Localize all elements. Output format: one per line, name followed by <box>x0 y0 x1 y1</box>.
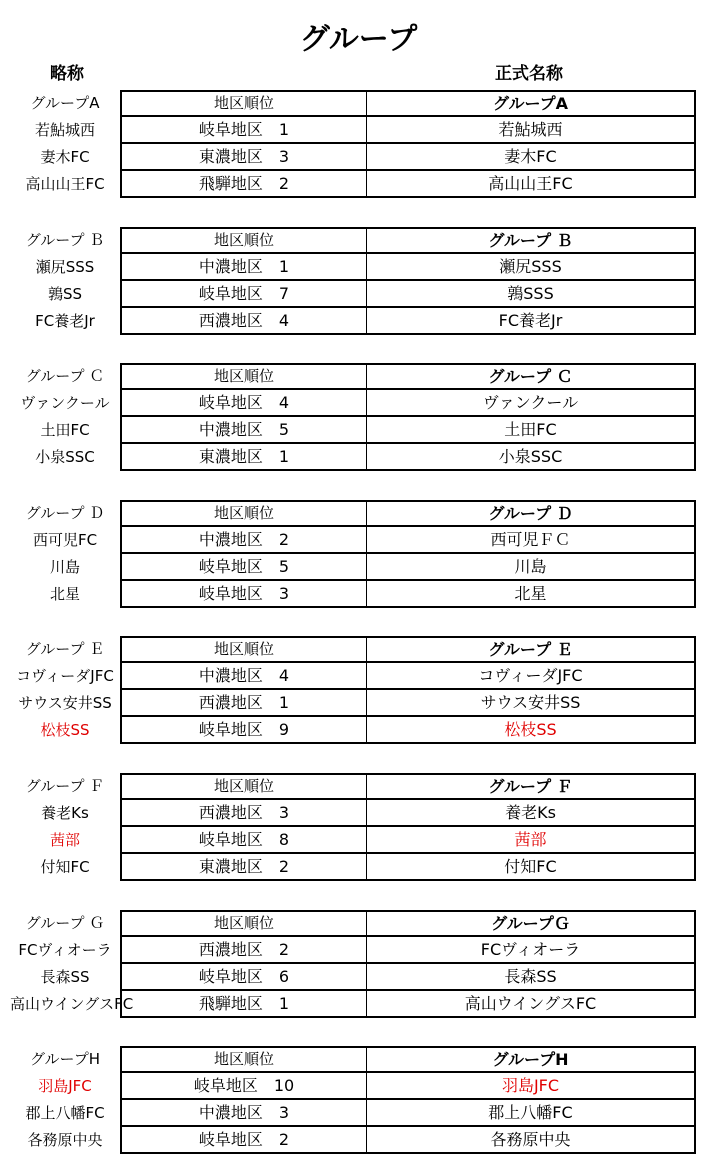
group-header-row <box>0 500 717 527</box>
team-row <box>0 854 717 881</box>
team-rank: 中濃地区 2 <box>120 527 366 554</box>
team-rank: 東濃地区 2 <box>120 854 366 881</box>
team-abbr: サウス安井SS <box>18 694 112 712</box>
team-full-name: 北星 <box>366 581 696 608</box>
page-title: グループ <box>299 22 418 57</box>
group-abbr: グループ Ｅ <box>25 640 105 658</box>
group-table <box>0 227 717 337</box>
team-abbr: 養老Ks <box>41 804 89 822</box>
team-abbr: 長森SS <box>40 968 90 986</box>
group-full-name: グループＧ <box>366 910 696 937</box>
team-abbr: 郡上八幡FC <box>25 1104 105 1122</box>
team-rank: 岐阜地区 7 <box>120 281 366 308</box>
team-rank: 西濃地区 3 <box>120 800 366 827</box>
team-row <box>0 308 717 335</box>
team-row <box>0 281 717 308</box>
team-row <box>0 554 717 581</box>
rank-label: 地区順位 <box>120 1046 366 1073</box>
team-rank: 東濃地区 1 <box>120 444 366 471</box>
team-rank: 西濃地区 4 <box>120 308 366 335</box>
team-rank: 岐阜地区 3 <box>120 581 366 608</box>
group-header-row <box>0 773 717 800</box>
team-row <box>0 390 717 417</box>
group-table <box>0 773 717 883</box>
team-full-name: 郡上八幡FC <box>366 1100 696 1127</box>
team-row <box>0 690 717 717</box>
team-row <box>0 1073 717 1100</box>
rank-label: 地区順位 <box>120 500 366 527</box>
group-abbr: グループA <box>30 94 100 112</box>
team-row <box>0 144 717 171</box>
group-header-row <box>0 90 717 117</box>
team-full-name: 若鮎城西 <box>366 117 696 144</box>
group-header-row <box>0 227 717 254</box>
team-full-name: コヴィーダJFC <box>366 663 696 690</box>
team-row <box>0 254 717 281</box>
team-full-name: 土田FC <box>366 417 696 444</box>
team-abbr: 西可児FC <box>32 531 98 549</box>
team-full-name: 瀬尻SSS <box>366 254 696 281</box>
team-rank: 中濃地区 4 <box>120 663 366 690</box>
team-abbr: 川島 <box>49 558 80 576</box>
team-rank: 西濃地区 2 <box>120 937 366 964</box>
team-full-name: 各務原中央 <box>366 1127 696 1154</box>
team-abbr: ヴァンクール <box>20 394 110 412</box>
team-full-name: 茜部 <box>366 827 696 854</box>
group-table <box>0 363 717 473</box>
team-rank: 中濃地区 5 <box>120 417 366 444</box>
team-rank: 岐阜地区 10 <box>120 1073 366 1100</box>
rank-label: 地区順位 <box>120 227 366 254</box>
team-full-name: ヴァンクール <box>366 390 696 417</box>
team-abbr: 北星 <box>49 585 80 603</box>
team-rank: 岐阜地区 4 <box>120 390 366 417</box>
group-table <box>0 910 717 1020</box>
team-row <box>0 527 717 554</box>
team-row <box>0 937 717 964</box>
team-full-name: 高山ウイングスFC <box>366 991 696 1018</box>
team-abbr: 各務原中央 <box>27 1131 103 1149</box>
team-rank: 岐阜地区 1 <box>120 117 366 144</box>
team-full-name: 妻木FC <box>366 144 696 171</box>
team-row <box>0 581 717 608</box>
team-full-name: サウス安井SS <box>366 690 696 717</box>
team-full-name: 養老Ks <box>366 800 696 827</box>
team-row <box>0 663 717 690</box>
team-row <box>0 1127 717 1154</box>
group-full-name: グループ Ｆ <box>366 773 696 800</box>
abbr-column-header: 略称 <box>50 64 84 84</box>
team-abbr: 鶉SS <box>47 285 83 303</box>
team-abbr: 松枝SS <box>40 721 90 739</box>
team-rank: 東濃地区 3 <box>120 144 366 171</box>
team-abbr: 高山ウイングスFC <box>10 995 134 1013</box>
team-row <box>0 171 717 198</box>
group-abbr: グループH <box>29 1050 101 1068</box>
team-abbr: FC養老Jr <box>35 312 95 330</box>
group-full-name: グループ Ｂ <box>366 227 696 254</box>
team-rank: 岐阜地区 2 <box>120 1127 366 1154</box>
team-abbr: 羽島JFC <box>38 1077 92 1095</box>
group-full-name: グループH <box>366 1046 696 1073</box>
team-full-name: 川島 <box>366 554 696 581</box>
team-abbr: 瀬尻SSS <box>35 258 95 276</box>
team-row <box>0 827 717 854</box>
team-row <box>0 117 717 144</box>
full-name-column-header: 正式名称 <box>495 64 563 84</box>
team-abbr: 妻木FC <box>40 148 90 166</box>
team-rank: 岐阜地区 5 <box>120 554 366 581</box>
team-row <box>0 717 717 744</box>
team-full-name: 羽島JFC <box>366 1073 696 1100</box>
rank-label: 地区順位 <box>120 363 366 390</box>
team-rank: 中濃地区 1 <box>120 254 366 281</box>
group-abbr: グループ Ｃ <box>25 367 105 385</box>
group-full-name: グループA <box>366 90 696 117</box>
team-rank: 西濃地区 1 <box>120 690 366 717</box>
team-full-name: 長森SS <box>366 964 696 991</box>
team-full-name: 鶉SSS <box>366 281 696 308</box>
group-full-name: グループ Ｄ <box>366 500 696 527</box>
team-rank: 岐阜地区 9 <box>120 717 366 744</box>
team-abbr: コヴィーダJFC <box>16 667 114 685</box>
team-abbr: FCヴィオーラ <box>18 941 112 959</box>
team-full-name: 小泉SSC <box>366 444 696 471</box>
team-full-name: 高山山王FC <box>366 171 696 198</box>
team-row <box>0 991 717 1018</box>
group-header-row <box>0 636 717 663</box>
team-row <box>0 964 717 991</box>
team-rank: 岐阜地区 6 <box>120 964 366 991</box>
team-rank: 飛騨地区 1 <box>120 991 366 1018</box>
team-full-name: FC養老Jr <box>366 308 696 335</box>
team-row <box>0 800 717 827</box>
team-full-name: 西可児ＦＣ <box>366 527 696 554</box>
team-full-name: 付知FC <box>366 854 696 881</box>
group-table <box>0 1046 717 1156</box>
team-row <box>0 417 717 444</box>
group-full-name: グループ Ｃ <box>366 363 696 390</box>
team-row <box>0 444 717 471</box>
group-header-row <box>0 363 717 390</box>
group-abbr: グループ Ｆ <box>25 777 105 795</box>
team-full-name: 松枝SS <box>366 717 696 744</box>
team-abbr: 小泉SSC <box>35 448 95 466</box>
group-table <box>0 636 717 746</box>
rank-label: 地区順位 <box>120 910 366 937</box>
team-rank: 岐阜地区 8 <box>120 827 366 854</box>
team-full-name: FCヴィオーラ <box>366 937 696 964</box>
rank-label: 地区順位 <box>120 636 366 663</box>
group-table <box>0 500 717 610</box>
group-table <box>0 90 717 200</box>
group-abbr: グループ Ｇ <box>25 914 105 932</box>
team-row <box>0 1100 717 1127</box>
group-full-name: グループ Ｅ <box>366 636 696 663</box>
group-abbr: グループ Ｄ <box>25 504 105 522</box>
group-abbr: グループ Ｂ <box>25 231 105 249</box>
team-rank: 中濃地区 3 <box>120 1100 366 1127</box>
team-abbr: 付知FC <box>40 858 90 876</box>
team-abbr: 若鮎城西 <box>34 121 95 139</box>
team-abbr: 土田FC <box>40 421 90 439</box>
team-abbr: 高山山王FC <box>25 175 105 193</box>
group-header-row <box>0 1046 717 1073</box>
rank-label: 地区順位 <box>120 90 366 117</box>
rank-label: 地区順位 <box>120 773 366 800</box>
team-abbr: 茜部 <box>49 831 80 849</box>
team-rank: 飛騨地区 2 <box>120 171 366 198</box>
group-header-row <box>0 910 717 937</box>
